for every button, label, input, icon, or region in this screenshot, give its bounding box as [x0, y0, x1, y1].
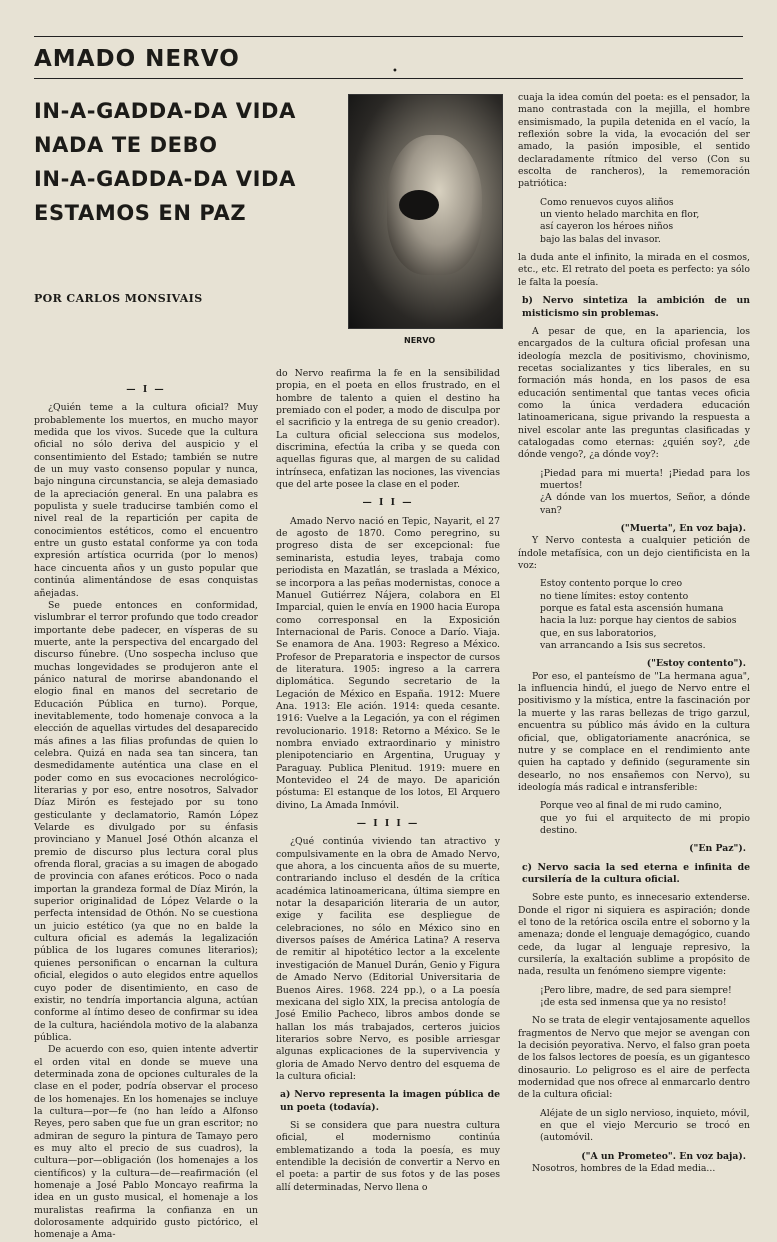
verse-quote: ¡Pero libre, madre, de sed para siempre! ¡de esta sed inmensa que ya no resisto! — [540, 984, 732, 1009]
header-rule — [34, 78, 743, 79]
section-header: AMADO NERVO — [34, 46, 240, 72]
paragraph: Nosotros, hombres de la Edad media... — [532, 1163, 716, 1175]
top-rule — [34, 36, 743, 37]
paragraph: Sobre este punto, es innecesario extenderse. Donde el rigor ni siquiera es aspiración; donde el tono de la retórica oscila entre el soborno y la amenaza; donde el lenguaje demagógico, cuando cede, da lugar al lenguaje represivo, la cursilería, la exaltación sublime a propósito de nada, resulta un fenómeno siempre vigente: — [518, 892, 750, 978]
text-column-1 — [34, 378, 258, 1241]
headline-line: IN-A-GADDA-DA VIDA — [34, 167, 296, 191]
paragraph: De acuerdo con eso, quien intente advertir el orden vital en donde se mueve una determinada zona de opciones culturales de la clase en el poder, podría observar el proceso de los homenajes. En los homenajes se incluye la cultura—por—fe (no han leído a Alfonso Reyes, pero saben que fue un gran escritor; no admiran de seguro la pintura de Tamayo pero es muy alto el precio de sus cuadros), la cultura—por—obligación (los homenajes a los científicos) y la cultura—de—reafirmación (el homenaje a José Pablo Moncayo reafirma la idea en un gusto musical, el homenaje a los muralistas reafirma la confianza en un dolorosamente adquirido gusto pictórico, el homenaje a Ama- — [34, 1044, 258, 1241]
byline: POR CARLOS MONSIVAIS — [34, 292, 203, 305]
verse-quote: Estoy contento porque lo creo no tiene límites: estoy contento porque es fatal esta ascensión humana hacia la luz: porque hay cientos de sabios que, en sus laboratorios, van arrancando a Isis sus secretos. — [540, 578, 737, 652]
verse-quote: Porque veo al final de mi rudo camino, que yo fui el arquitecto de mi propio destino. — [540, 800, 750, 836]
verse-quote: Aléjate de un siglo nervioso, inquieto, móvil, en que el viejo Mercurio se trocó en (automóvil. — [540, 1107, 750, 1144]
paragraph: Si se considera que para nuestra cultura oficial, el modernismo continúa emblematizando a toda la poesía, es muy entendible la decisión de convertir a Nervo en el poeta: a partir de sus fotos y de las poses allí determinadas, Nervo llena o — [276, 1119, 500, 1193]
paragraph: ¿Quién teme a la cultura oficial? Muy probablemente los muertos, en mucho mayor medida que los vivos. Sucede que la cultura oficial no sólo deriva del auspicio y el consentimiento del Estado; también se nutre de un muy vasto consenso popular y nunca, bajo ninguna circunstancia, se aleja demasiado de la apreciación general. En una palabra es populista y suele traducirse también como el nivel real de la repartición per capita de conocimientos estéticos, como el encuentro entre un gusto estatal conforme ya con toda expresión artística ocurrida (por lo menos) hace cincuenta años y un gusto popular que continúa alimentándose de esas conquistas añejadas. — [34, 402, 258, 599]
verse-quote: Como renuevos cuyos aliños un viento helado marchita en flor, así cayeron los héroes niños bajo las balas del invasor. — [540, 196, 700, 245]
headline — [34, 94, 334, 230]
paragraph: Y Nervo contesta a cualquier petición de índole metafísica, con un dejo cientificista en la voz: — [518, 535, 750, 572]
headline-line: ESTAMOS EN PAZ — [34, 201, 247, 225]
author-portrait — [348, 94, 503, 329]
paragraph: Amado Nervo nació en Tepic, Nayarit, el 27 de agosto de 1870. Como peregrino, su progreso dista de ser excepcional: fue seminarista, estudia leyes, trabaja como periodista en Mazatlán, se traslada a México, se incorpora a las peñas modernistas, conoce a Manuel Gutiérrez Nájera, colabora en El Imparcial, quien le envía en 1900 hacia Europa como corresponsal en la Exposición Internacional de Paris. Conoce a Darío. Viaja. Se enamora de Ana. 1903: Regreso a México. Profesor de Preparatoria e inspector de cursos de literatura. 1905: ingreso a la carrera diplomática. Segundo secretario de la Legación de México en España. 1912: Muere Ana. 1913: Ele ación. 1914: queda cesante. 1916: Vuelve a la Legación, ya con el régimen revolucionario. 1918: Retorno a México. Se le nombra enviado extraordinario y ministro plenipotenciario en Argentina, Uruguay y Paraguay. Publica Plenitud. 1919: muere en Montevideo el 24 de mayo. De aparición póstuma: El estanque de los lotos, El Arquero divino, La Amada Inmóvil. — [276, 515, 500, 811]
portrait-shadow — [399, 190, 439, 220]
paragraph: A pesar de que, en la apariencia, los encargados de la cultura oficial profesan una ideología mezcla de positivismo, chovinismo, recetas socializantes y tics liberales, en su formación más honda, en los pasos de esa educación sentimental que tantas veces oficia como la única verdadera educación latinoamericana, sigue privando la respuesta a nivel escolar ante las preguntas clasificadas y catalogadas como eternas: ¿quién soy?, ¿de dónde vengo?, ¿a dónde voy?: — [518, 325, 750, 461]
paragraph: ¿Qué continúa viviendo tan atractivo y compulsivamente en la obra de Amado Nervo, que ahora, a los cincuenta años de su muerte, contrariando incluso el desdén de la crítica académica latinoamericana, última siempre en notar la desaparición literaria de un autor, exige y facilita ese despliegue de celebraciones, no sólo en México sino en diversos países de América Latina? A reserva de remitir al hipotético lector a la excelente investigación de Manuel Durán, Genio y Figura de Amado Nervo (Editorial Universitaria de Buenos Aires. 1968. 224 pp.), o a La poesía mexicana del siglo XIX, la precisa antología de José Emilio Pacheco, libros ambos donde se hallan los más trabajados, certeros juicios literarios sobre Nervo, es posible arriesgar algunas explicaciones de la supervivencia y gloria de Amado Nervo dentro del esquema de la cultura oficial: — [276, 836, 500, 1082]
verse-attribution: ("En Paz"). — [689, 843, 746, 855]
verse-quote: ¡Piedad para mi muerta! ¡Piedad para los muertos! ¿A dónde van los muertos, Señor, a dónde van? — [540, 467, 750, 516]
ornament-mark: • — [392, 66, 398, 77]
headline-line: NADA TE DEBO — [34, 133, 218, 157]
paragraph: Se puede entonces en conformidad, vislumbrar el terror profundo que todo creador importante debe padecer, en vísperas de su muerte, ante la perspectiva del encargado del discurso fúnebre. (Uno sospecha incluso que muchas longevidades se produjeron ante el pánico natural de morirse abandonando el elogio final en manos del secretario de Educación Pública en turno). Porque, inevitablemente, todo homenaje convoca a la elección de aquellas virtudes del desaparecido más afines a las filias profundas de quien lo celebra. Quizá en nada sea tan sincera, tan desmedidamente auténtica una clase en el poder como en sus evocaciones necrológico-literarias y por eso, entre nosotros, Salvador Díaz Mirón es festejado por su tono gesticulante y declamatorio, Ramón López Velarde es divulgado por su énfasis provinciano y Manuel José Othón alcanza el premio de discurso plus lectura coral plus ofrenda floral, gracias a su imagen de abogado de provincia con afanes eróticos. Poco o nada importan la grandeza formal de Díaz Mirón, la superior originalidad de López Velarde o la perfecta intensidad de Othón. No se cuestiona un juicio estético (ya que no en balde la cultura oficial es además la legalización pública de los lugares comunes literarios); quienes personifican o encarnan la cultura oficial, elegidos o auto elegidos entre aquellos cuyo poder de disentimiento, en caso de existir, no tendría importancia alguna, actúan conforme al íntimo deseo de confirmar su idea de la cultura, haciéndola motivo de la alabanza pública. — [34, 599, 258, 1043]
section-marker: — I — — [126, 384, 166, 395]
text-column-2 — [276, 368, 500, 1193]
verse-attribution: ("Estoy contento"). — [646, 658, 746, 670]
photo-caption: NERVO — [404, 336, 436, 345]
section-marker: — I I I — — [356, 818, 420, 830]
paragraph: No se trata de elegir ventajosamente aquellos fragmentos de Nervo que mejor se avengan con la decisión peyorativa. Nervo, el falso gran poeta de los falsos lectores de poesía, es un gigantesco dinosaurio. Lo peligroso es el aire de perfecta modernidad que nos ofrece al enmarcarlo dentro de la cultura oficial: — [518, 1015, 750, 1101]
headline-line: IN-A-GADDA-DA VIDA — [34, 99, 296, 123]
subheading: a) Nervo representa la imagen pública de un poeta (todavía). — [280, 1089, 500, 1113]
paragraph: la duda ante el infinito, la mirada en el cosmos, etc., etc. El retrato del poeta es perfecto: ya sólo le falta la poesía. — [518, 252, 750, 288]
verse-attribution: ("Muerta", En voz baja). — [620, 523, 746, 534]
subheading: b) Nervo sintetiza la ambición de un misticismo sin problemas. — [522, 295, 750, 319]
text-column-3 — [518, 92, 750, 1175]
section-marker: — I I — — [362, 497, 414, 509]
paragraph: cuaja la idea común del poeta: es el pensador, la mano contrastada con la mejilla, el hombre ensimismado, la pupila detenida en el vacío, la reflexión sobre la vida, la evocación del ser amado, la pasión imposible, el sentido declaradamente rítmico del verso (Con su escolta de rancheros), la rememoración patriótica: — [518, 92, 750, 190]
paragraph: Por eso, el panteísmo de "La hermana agua", la influencia hindú, el juego de Nervo entre el positivismo y la mística, entre la fascinación por la muerte y las raras bellezas de trigo garzul, encuentra su público más ávido en la cultura oficial, que, obligatoriamente anacrónica, se nutre y se complace en el rendimiento ante quien ha captado y definido (seguramente sin desearlo, no nos ensañemos con Nervo), su ideología más radical e intransferible: — [518, 670, 750, 793]
paragraph: do Nervo reafirma la fe en la sensibilidad propia, en el poeta en ellos frustrado, en el hombre de talento a quien el destino ha premiado con el poder, a modo de disculpa por el sacrificio y la entrega de su genio creador). La cultura oficial selecciona sus modelos, discrimina, efectúa la criba y se queda con aquellas figuras que, al margen de su calidad intrínseca, enfatizan las nociones, las vivencias que del arte posee la clase en el poder. — [276, 368, 500, 491]
verse-attribution: ("A un Prometeo". En voz baja). — [581, 1150, 746, 1162]
subheading: c) Nervo sacia la sed eterna e infinita de cursilería de la cultura oficial. — [522, 861, 750, 885]
